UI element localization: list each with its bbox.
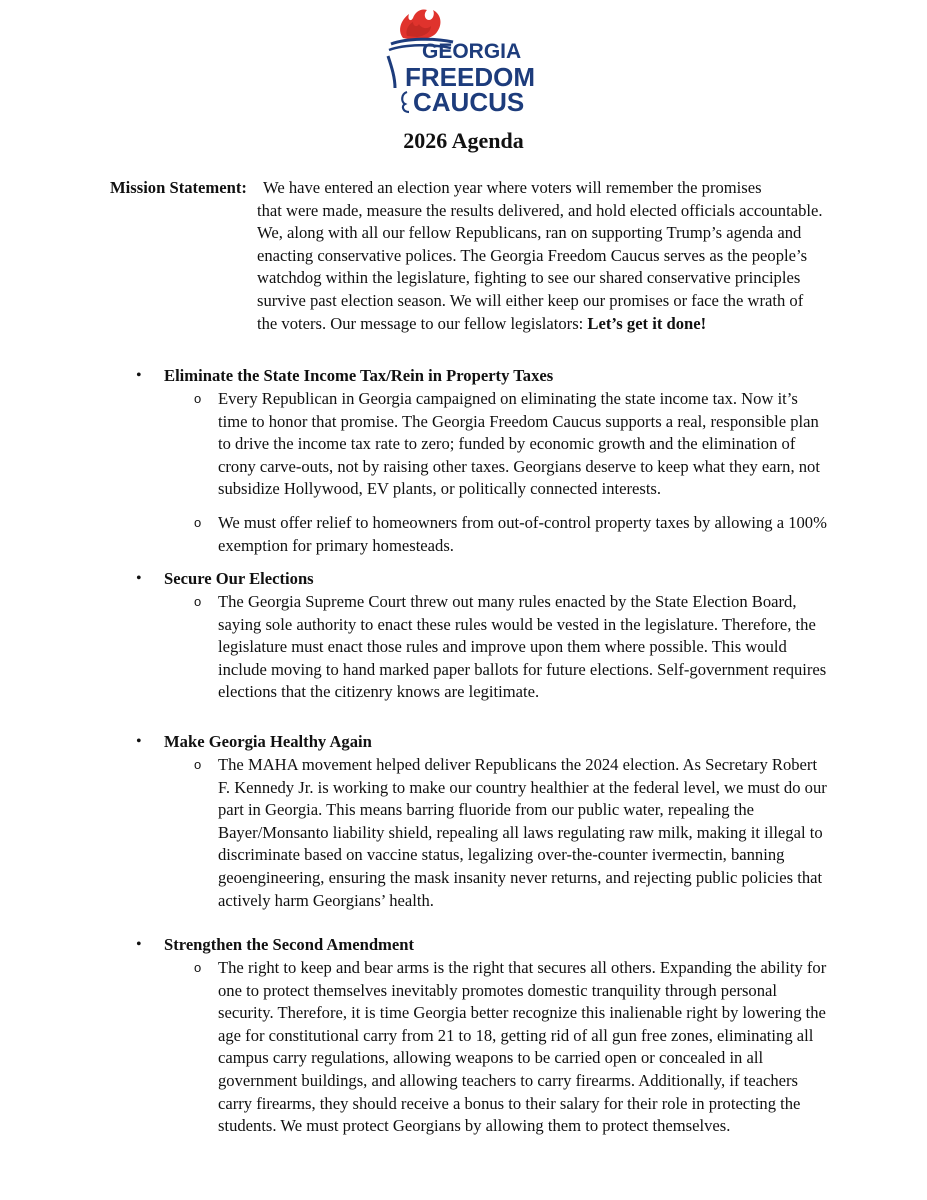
agenda-point-text: The MAHA movement helped deliver Republicans the 2024 election. As Secretary Robert F. Kennedy Jr. is working to make our country healthier at the federal level, we must do our part in Georgia. This means barring fluoride from our public water, repealing the Bayer/Monsanto liability shield, repealing all laws regulating raw milk, making it illegal to discriminate based on vaccine status, legalizing over-the-counter ivermectin, banning geoengineering, ensuring the mask insanity never returns, and rejecting public policies that actively harm Georgians’ health. <box>218 755 827 910</box>
section-heading: Secure Our Elections <box>164 569 314 588</box>
bullet-marker: • <box>136 367 142 384</box>
agenda-point-text: The Georgia Supreme Court threw out many rules enacted by the State Election Board, saying sole authority to enact these rules would be vested in the legislature. Therefore, the legislature must enact those rules and improve upon them where possible. This would include moving to hand marked paper ballots for future elections. Self-government requires elections that the citizenry knows are legitimate. <box>218 592 827 702</box>
sub-bullet-marker: o <box>194 391 202 406</box>
sub-bullet-marker: o <box>194 515 202 530</box>
sub-bullet-marker: o <box>194 757 202 772</box>
mission-statement-first-line: We have entered an election year where voters will remember the promises <box>263 178 762 197</box>
agenda-point-text: Every Republican in Georgia campaigned on eliminating the state income tax. Now it’s time to honor that promise. The Georgia Freedom Caucus supports a real, responsible plan to drive the income tax rate to zero; funded by economic growth and the elimination of crony carve-outs, not by raising other taxes. Georgians deserve to keep what they earn, not subsidize Hollywood, EV plants, or politically connected interests. <box>218 389 820 499</box>
bullet-marker: • <box>136 936 142 953</box>
section-heading: Eliminate the State Income Tax/Rein in Property Taxes <box>164 366 554 385</box>
agenda-point-text: The right to keep and bear arms is the right that secures all others. Expanding the ability for one to protect themselves inevitably promotes domestic tranquility through personal security. Therefore, it is time Georgia better recognize this inalienable right by lowering the age for constitutional carry from 21 to 18, getting rid of all gun free zones, eliminating all campus carry regulations, allowing weapons to be carried open or concealed in all government buildings, and allowing teachers to carry firearms. Additionally, if teachers carry firearms, they should receive a bonus to their salary for their role in protecting the students. We must protect Georgians by allowing them to protect themselves. <box>218 958 827 1136</box>
logo-text-freedom: FREEDOM <box>405 62 535 92</box>
mission-statement-text: that were made, measure the results delivered, and hold elected officials accountable. We, along with all our fellow Republicans, ran on supporting Trump’s agenda and enacting conservative polices. The Georgia Freedom Caucus serves as the people’s watchdog within the legislature, fighting to see our shared conservative principles survive past election season. We will either keep our promises or face the wrath of the voters. Our message to our fellow legislators: <box>257 200 823 333</box>
section-heading: Strengthen the Second Amendment <box>164 935 414 954</box>
mission-statement-body <box>257 200 827 336</box>
logo-text-caucus: CAUCUS <box>413 87 525 117</box>
georgia-freedom-caucus-logo <box>383 8 533 116</box>
sub-bullet-marker: o <box>194 594 202 609</box>
mission-statement-label: Mission Statement: <box>110 178 247 197</box>
bullet-marker: • <box>136 570 142 587</box>
mission-statement-closing: Let’s get it done! <box>587 313 707 333</box>
logo-text-georgia: GEORGIA <box>422 40 522 63</box>
page-title: 2026 Agenda <box>403 128 524 153</box>
section-heading: Make Georgia Healthy Again <box>164 732 372 751</box>
agenda-point-text: We must offer relief to homeowners from out-of-control property taxes by allowing a 100% exemption for primary homesteads. <box>218 513 827 555</box>
bullet-marker: • <box>136 733 142 750</box>
sub-bullet-marker: o <box>194 960 202 975</box>
